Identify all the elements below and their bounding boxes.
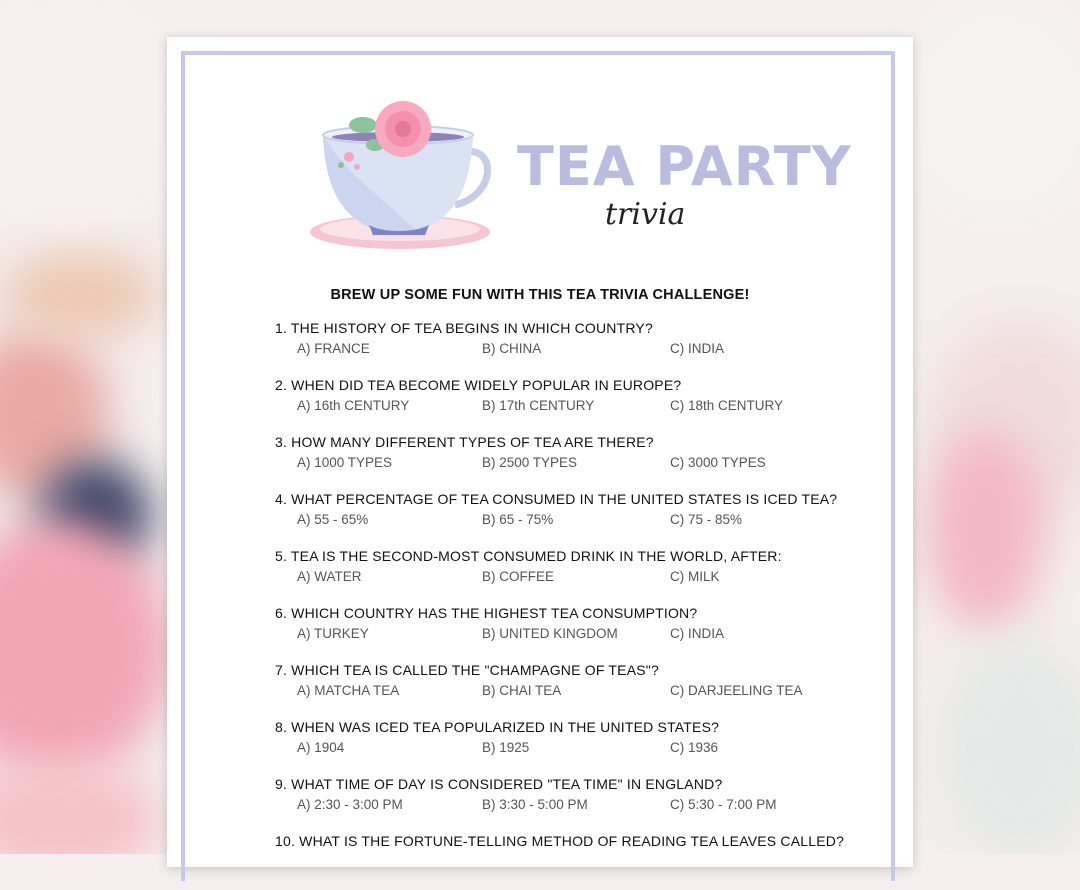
option-b: B) CHAI TEA xyxy=(482,683,562,698)
answer-options xyxy=(275,797,895,815)
question-item xyxy=(275,662,895,719)
answer-options xyxy=(275,341,895,359)
question-item xyxy=(275,548,895,605)
option-b: B) 3:30 - 5:00 PM xyxy=(482,797,588,812)
teacup-rose-icon xyxy=(305,97,495,257)
question-text: 4. WHAT PERCENTAGE OF TEA CONSUMED IN THE UNITED STATES IS ICED TEA? xyxy=(275,491,838,507)
question-text: 6. WHICH COUNTRY HAS THE HIGHEST TEA CONSUMPTION? xyxy=(275,605,698,621)
question-item xyxy=(275,605,895,662)
answer-options xyxy=(275,569,895,587)
question-text: 9. WHAT TIME OF DAY IS CONSIDERED "TEA TIME" IN ENGLAND? xyxy=(275,776,723,792)
page-title: TEA PARTY xyxy=(517,135,852,198)
question-item xyxy=(275,320,895,377)
option-a: A) FRANCE xyxy=(297,341,370,356)
question-text: 3. HOW MANY DIFFERENT TYPES OF TEA ARE THERE? xyxy=(275,434,654,450)
option-a: A) 1000 TYPES xyxy=(297,455,393,470)
question-text: 1. THE HISTORY OF TEA BEGINS IN WHICH COUNTRY? xyxy=(275,320,653,336)
option-b: B) UNITED KINGDOM xyxy=(482,626,618,641)
option-a: A) 16th CENTURY xyxy=(297,398,410,413)
option-b: B) CHINA xyxy=(482,341,542,356)
option-a: A) MATCHA TEA xyxy=(297,683,400,698)
answer-options xyxy=(275,683,895,701)
question-text: 7. WHICH TEA IS CALLED THE "CHAMPAGNE OF TEAS"? xyxy=(275,662,659,678)
answer-options xyxy=(275,398,895,416)
option-a: A) 55 - 65% xyxy=(297,512,369,527)
option-c: C) 75 - 85% xyxy=(670,512,743,527)
question-text: 2. WHEN DID TEA BECOME WIDELY POPULAR IN EUROPE? xyxy=(275,377,682,393)
option-a: A) TURKEY xyxy=(297,626,369,641)
answer-options xyxy=(275,626,895,644)
option-a: A) WATER xyxy=(297,569,362,584)
option-c: C) INDIA xyxy=(670,626,724,641)
option-b: B) COFFEE xyxy=(482,569,555,584)
answer-options xyxy=(275,740,895,758)
question-item xyxy=(275,833,895,890)
intro-heading: BREW UP SOME FUN WITH THIS TEA TRIVIA CHALLENGE! xyxy=(330,287,750,303)
option-c: C) 18th CENTURY xyxy=(670,398,784,413)
option-a: A) 1904 xyxy=(297,740,345,755)
option-b: B) 65 - 75% xyxy=(482,512,554,527)
option-b: B) 2500 TYPES xyxy=(482,455,578,470)
question-item xyxy=(275,776,895,833)
question-text: 8. WHEN WAS ICED TEA POPULARIZED IN THE UNITED STATES? xyxy=(275,719,720,735)
option-b: B) 17th CENTURY xyxy=(482,398,595,413)
page-subtitle: trivia xyxy=(605,197,686,232)
option-c: C) DARJEELING TEA xyxy=(670,683,803,698)
question-item xyxy=(275,434,895,491)
trivia-sheet xyxy=(167,37,913,867)
option-b: B) 1925 xyxy=(482,740,530,755)
question-text: 5. TEA IS THE SECOND-MOST CONSUMED DRINK IN THE WORLD, AFTER: xyxy=(275,548,782,564)
question-item xyxy=(275,719,895,776)
question-item xyxy=(275,491,895,548)
option-a: A) 2:30 - 3:00 PM xyxy=(297,797,403,812)
answer-options xyxy=(275,512,895,530)
option-c: C) INDIA xyxy=(670,341,724,356)
question-list xyxy=(275,320,895,890)
question-text: 10. WHAT IS THE FORTUNE-TELLING METHOD OF READING TEA LEAVES CALLED? xyxy=(275,833,845,849)
option-c: C) 3000 TYPES xyxy=(670,455,766,470)
question-item xyxy=(275,377,895,434)
option-c: C) 5:30 - 7:00 PM xyxy=(670,797,777,812)
answer-options xyxy=(275,455,895,473)
option-c: C) 1936 xyxy=(670,740,719,755)
option-c: C) MILK xyxy=(670,569,720,584)
